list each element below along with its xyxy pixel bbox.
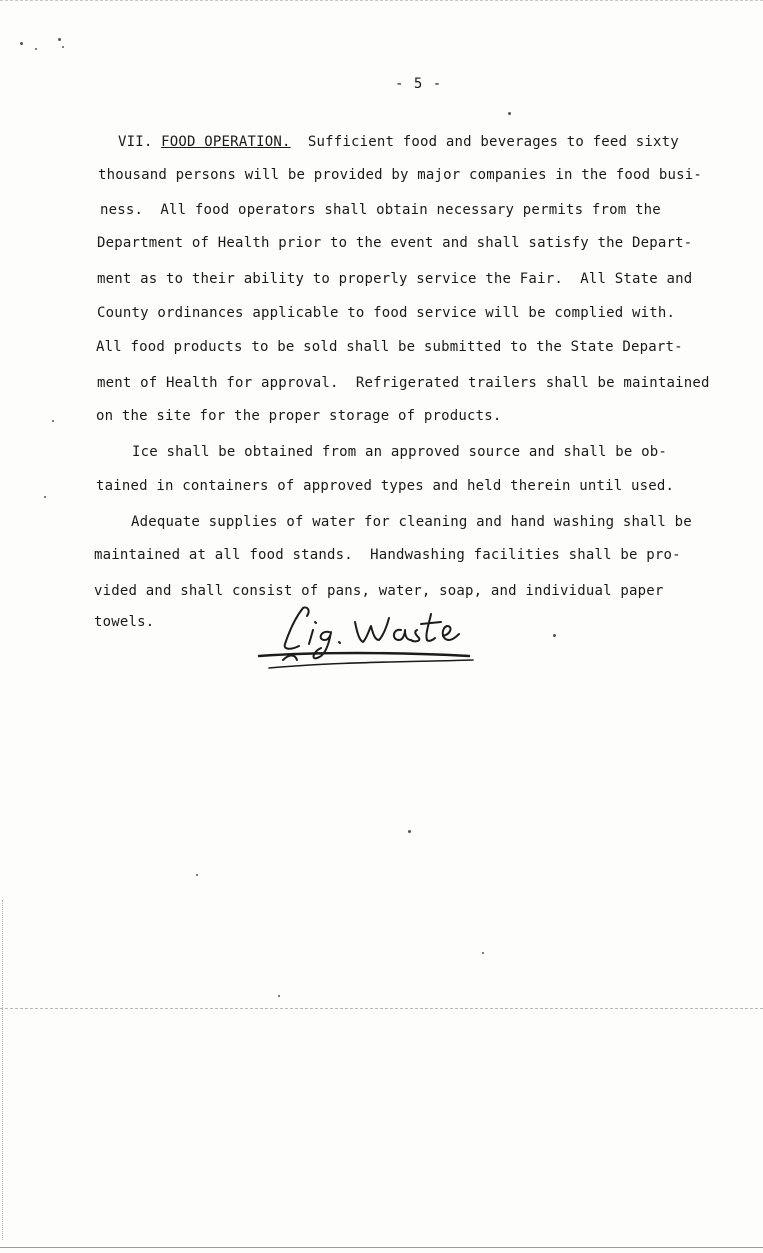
- body-line: All food products to be sold shall be submitted to the State Depart-: [96, 339, 683, 355]
- scan-speck: [278, 995, 280, 997]
- scan-speck: [35, 48, 37, 50]
- body-line: Sufficient food and beverages to feed sixty: [307, 134, 679, 150]
- scan-speck: [553, 634, 556, 637]
- scan-speck: [196, 874, 198, 876]
- scan-speck: [408, 830, 411, 833]
- body-line: maintained at all food stands. Handwashing facilities shall be pro-: [94, 547, 681, 563]
- section-label: VII.: [118, 134, 153, 150]
- handwritten-signature: [255, 598, 485, 678]
- scan-speck: [20, 42, 23, 45]
- scan-fold-line: [0, 1008, 763, 1009]
- top-edge: [0, 0, 763, 1]
- body-line: tained in containers of approved types and held therein until used.: [96, 478, 675, 494]
- body-line: thousand persons will be provided by major companies in the food busi-: [98, 167, 703, 183]
- page-number: - 5 -: [395, 76, 443, 92]
- body-line: ment as to their ability to properly service the Fair. All State and: [97, 271, 693, 287]
- body-line: Department of Health prior to the event and shall satisfy the Depart-: [97, 235, 693, 251]
- body-line: Adequate supplies of water for cleaning and hand washing shall be: [131, 514, 692, 530]
- left-scan-edge: [2, 900, 3, 1240]
- scan-speck: [58, 38, 61, 41]
- section-heading: FOOD OPERATION.: [161, 134, 291, 150]
- body-line: vided and shall consist of pans, water, soap, and individual paper: [94, 583, 664, 599]
- scan-speck: [44, 496, 46, 498]
- body-line: towels.: [94, 614, 155, 630]
- body-line: County ordinances applicable to food service will be complied with.: [97, 305, 676, 321]
- bottom-edge: [0, 1247, 763, 1248]
- scan-speck: [482, 952, 484, 954]
- body-line: ment of Health for approval. Refrigerated trailers shall be maintained: [97, 375, 710, 391]
- scan-speck: [62, 46, 64, 48]
- scan-speck: [508, 112, 511, 115]
- section-heading-line: [118, 133, 679, 151]
- scan-speck: [52, 420, 54, 422]
- body-line: ness. All food operators shall obtain necessary permits from the: [100, 202, 661, 218]
- body-line: on the site for the proper storage of products.: [96, 408, 502, 424]
- body-line: Ice shall be obtained from an approved source and shall be ob-: [132, 444, 667, 460]
